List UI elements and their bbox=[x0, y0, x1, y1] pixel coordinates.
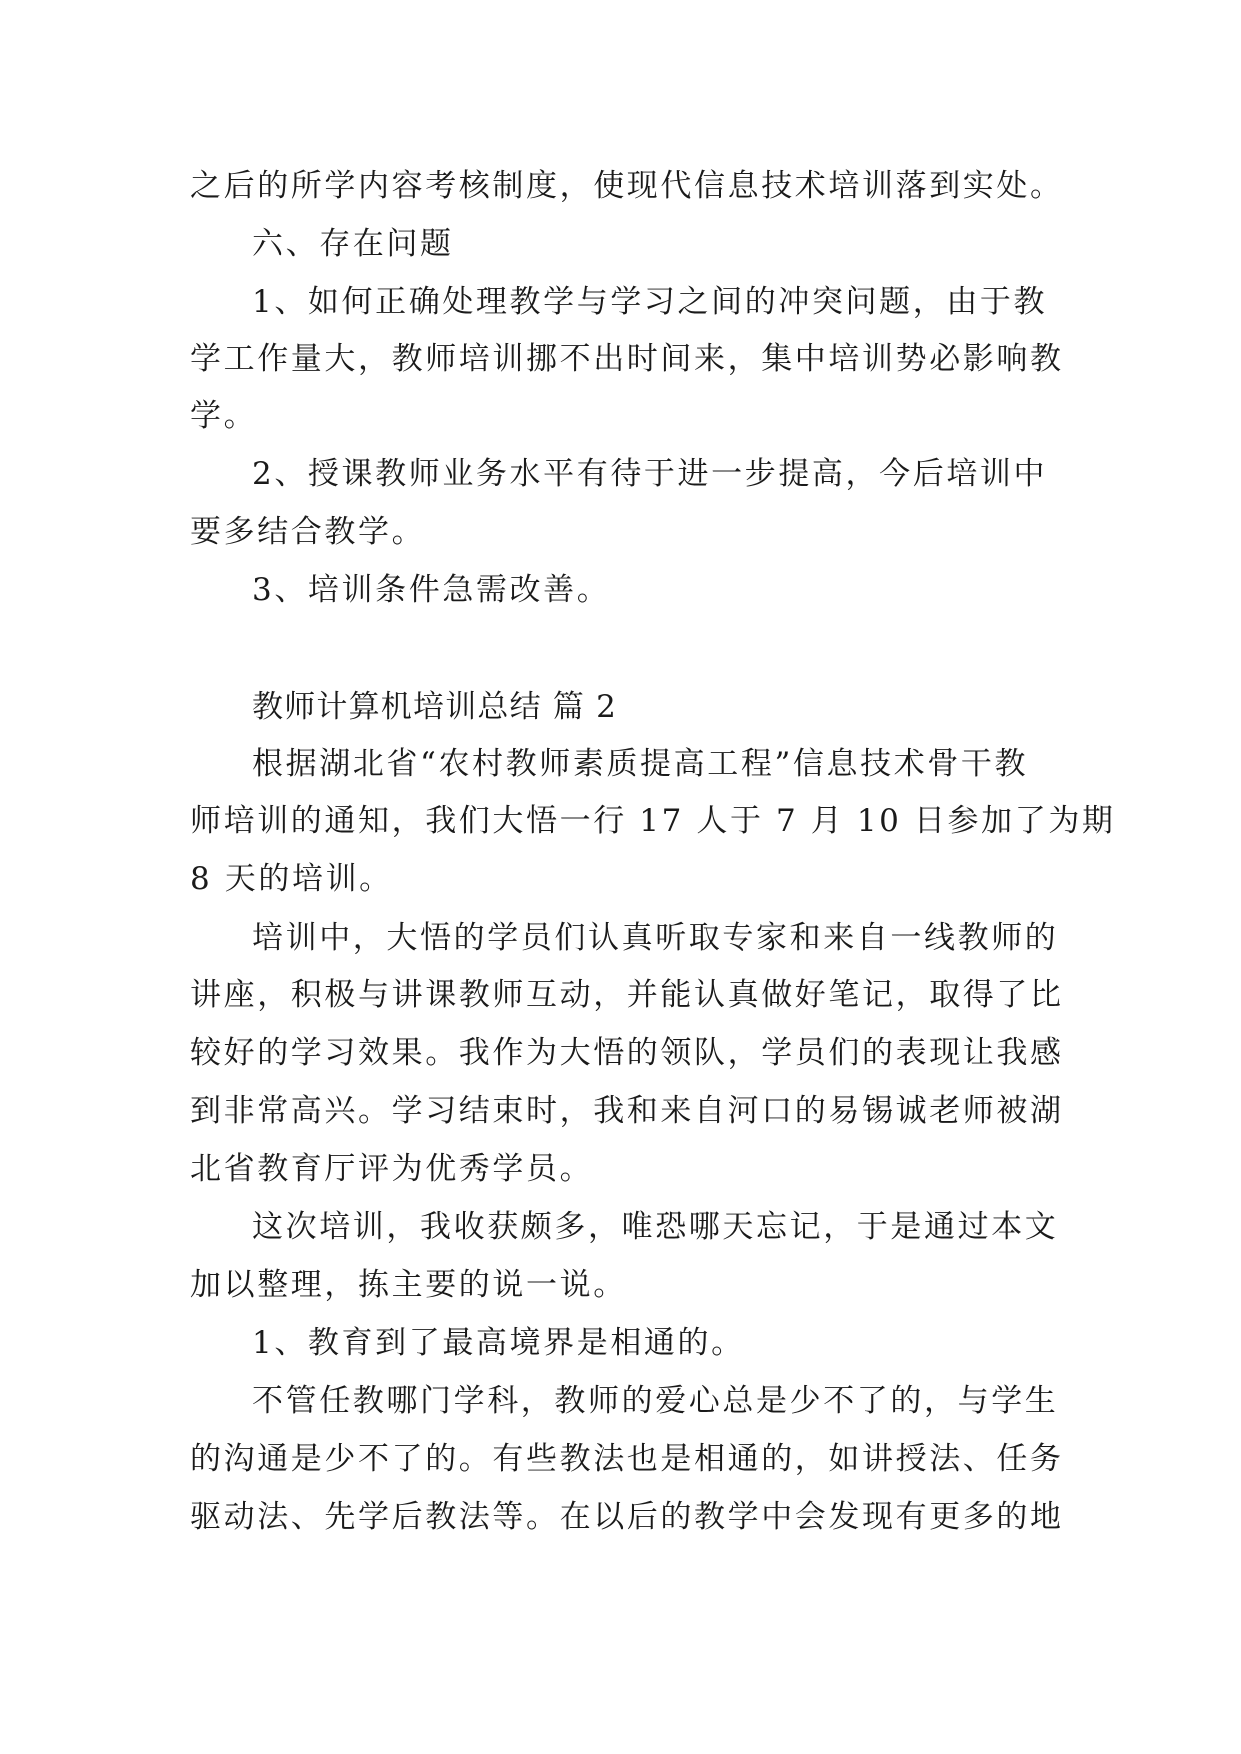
text-line-1: 之后的所学内容考核制度，使现代信息技术培训落到实处。 bbox=[190, 168, 1064, 204]
text-line-14: 讲座，积极与讲课教师互动，并能认真做好笔记，取得了比 bbox=[190, 977, 1064, 1013]
text-line-6: 2、授课教师业务水平有待于进一步提高，今后培训中 bbox=[252, 456, 1048, 492]
text-line-18: 这次培训，我收获颇多，唯恐哪天忘记，于是通过本文 bbox=[252, 1209, 1059, 1245]
text-line-12: 8 天的培训。 bbox=[190, 861, 393, 897]
text-line-20: 1、教育到了最高境界是相通的。 bbox=[252, 1325, 745, 1361]
text-line-4: 学工作量大，教师培训挪不出时间来，集中培训势必影响教 bbox=[190, 341, 1064, 377]
text-line-22: 的沟通是少不了的。有些教法也是相通的，如讲授法、任务 bbox=[190, 1441, 1064, 1477]
text-line-16: 到非常高兴。学习结束时，我和来自河口的易锡诚老师被湖 bbox=[190, 1093, 1064, 1129]
text-line-17: 北省教育厅评为优秀学员。 bbox=[190, 1151, 594, 1187]
text-line-8: 3、培训条件急需改善。 bbox=[252, 572, 611, 608]
text-line-21: 不管任教哪门学科，教师的爱心总是少不了的，与学生 bbox=[252, 1383, 1059, 1419]
text-line-13: 培训中，大悟的学员们认真听取专家和来自一线教师的 bbox=[252, 920, 1059, 956]
text-line-3: 1、如何正确处理教学与学习之间的冲突问题，由于教 bbox=[252, 284, 1048, 320]
text-line-11: 师培训的通知，我们大悟一行 17 人于 7 月 10 日参加了为期 bbox=[190, 803, 1116, 839]
section-heading-problems: 六、存在问题 bbox=[252, 226, 454, 262]
text-line-10: 根据湖北省“农村教师素质提高工程”信息技术骨干教 bbox=[252, 746, 1029, 782]
article-title: 教师计算机培训总结 篇 2 bbox=[252, 689, 618, 725]
text-line-5: 学。 bbox=[190, 398, 258, 434]
text-line-15: 较好的学习效果。我作为大悟的领队，学员们的表现让我感 bbox=[190, 1035, 1064, 1071]
text-line-19: 加以整理，拣主要的说一说。 bbox=[190, 1267, 627, 1303]
text-line-23: 驱动法、先学后教法等。在以后的教学中会发现有更多的地 bbox=[190, 1499, 1064, 1535]
text-line-7: 要多结合教学。 bbox=[190, 514, 426, 550]
